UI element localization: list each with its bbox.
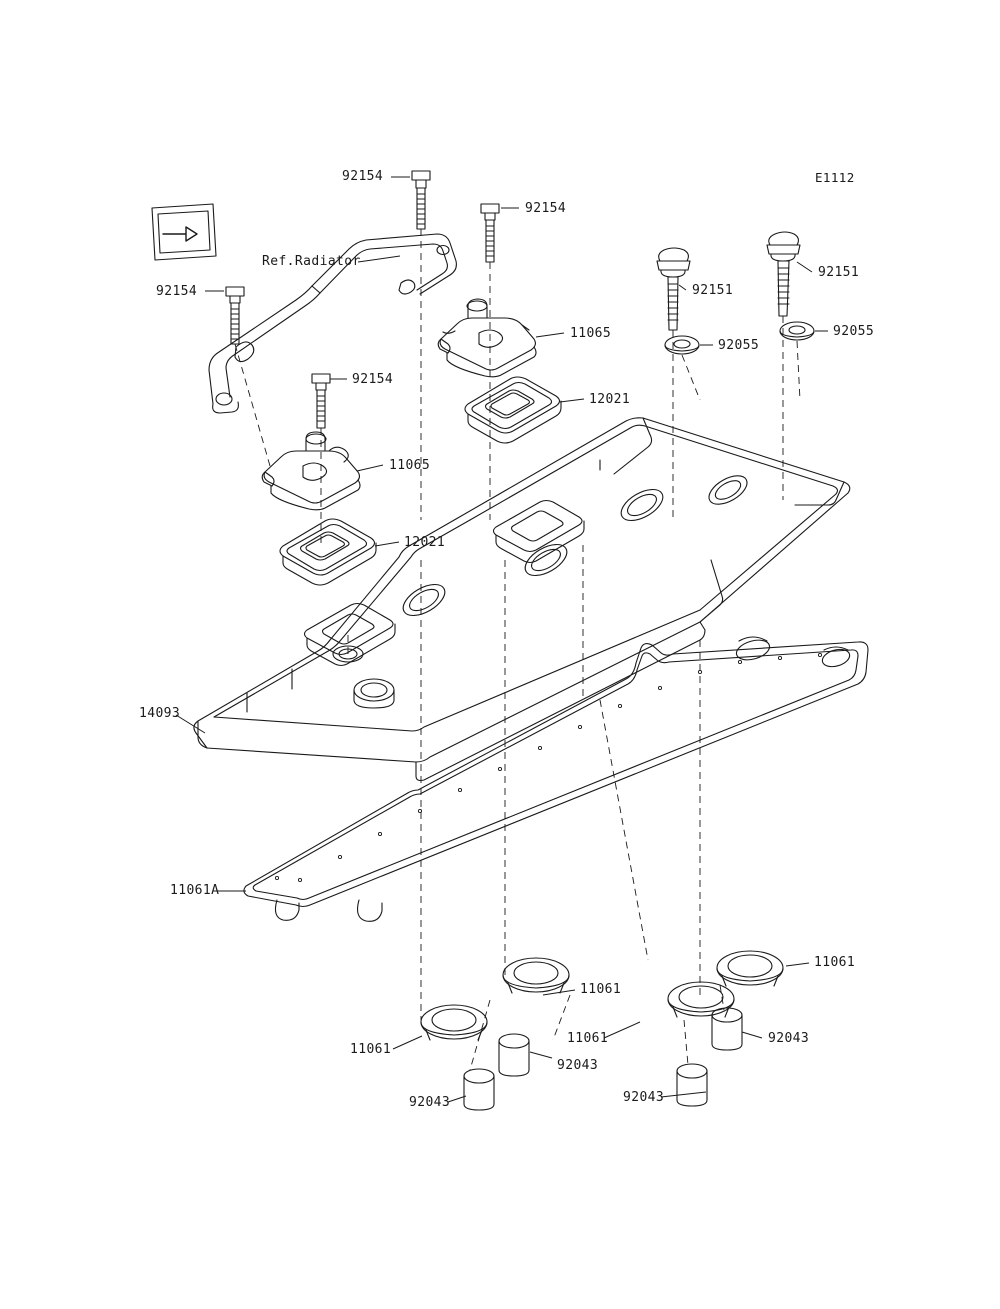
bolt-92154-top [412,171,430,229]
callout-11061-2[interactable]: 11061 [580,982,622,997]
part-12021-upper [465,377,561,443]
callout-12021-lower[interactable]: 12021 [404,535,446,550]
callout-92151-left[interactable]: 92151 [692,283,734,298]
callout-11061-3[interactable]: 11061 [567,1031,609,1046]
part-11061A-head-cover-gasket [244,637,868,922]
front-direction-badge [152,204,216,260]
washer-92055-right [780,322,814,340]
callout-92154-left[interactable]: 92154 [156,284,198,299]
callout-92154-fourth[interactable]: 92154 [352,372,394,387]
callout-11065-lower[interactable]: 11065 [389,458,431,473]
bolt-92154-left [226,287,244,344]
callout-92154-top[interactable]: 92154 [342,169,384,184]
callout-11061-4[interactable]: 11061 [350,1042,392,1057]
bolt-92151-right [767,232,800,316]
callout-92055-left[interactable]: 92055 [718,338,760,353]
callout-92151-right[interactable]: 92151 [818,265,860,280]
washer-92055-left [665,336,699,354]
part-11061-seal-1 [717,951,783,986]
callout-92043-1[interactable]: 92043 [768,1031,810,1046]
part-11061-seal-4 [421,1005,487,1040]
part-11065-upper [438,299,536,377]
part-12021-lower [280,519,376,585]
callout-92043-2[interactable]: 92043 [557,1058,599,1073]
callout-11065-upper[interactable]: 11065 [570,326,612,341]
bolt-92154-fourth [312,374,330,428]
part-11061-seal-3 [503,958,569,993]
callout-11061-1[interactable]: 11061 [814,955,856,970]
part-92043-plug-2 [677,1064,707,1106]
part-11061-seal-2 [668,982,734,1017]
part-92043-plug-3 [499,1034,529,1076]
diagram-code: E1112 [815,170,855,185]
part-14093-cylinder-head-cover [194,418,850,781]
bolt-92154-second [481,204,499,262]
reference-radiator-note[interactable]: Ref.Radiator [262,254,361,269]
callout-14093[interactable]: 14093 [139,706,181,721]
callout-92055-right[interactable]: 92055 [833,324,875,339]
leader-lines [176,177,828,1102]
part-92043-plug-4 [464,1069,494,1110]
callout-92043-4[interactable]: 92043 [409,1095,451,1110]
callout-11061A[interactable]: 11061A [170,883,220,898]
callout-12021-upper[interactable]: 12021 [589,392,631,407]
callout-92043-3[interactable]: 92043 [623,1090,665,1105]
part-11065-lower [262,432,360,510]
callout-92154-second[interactable]: 92154 [525,201,567,216]
